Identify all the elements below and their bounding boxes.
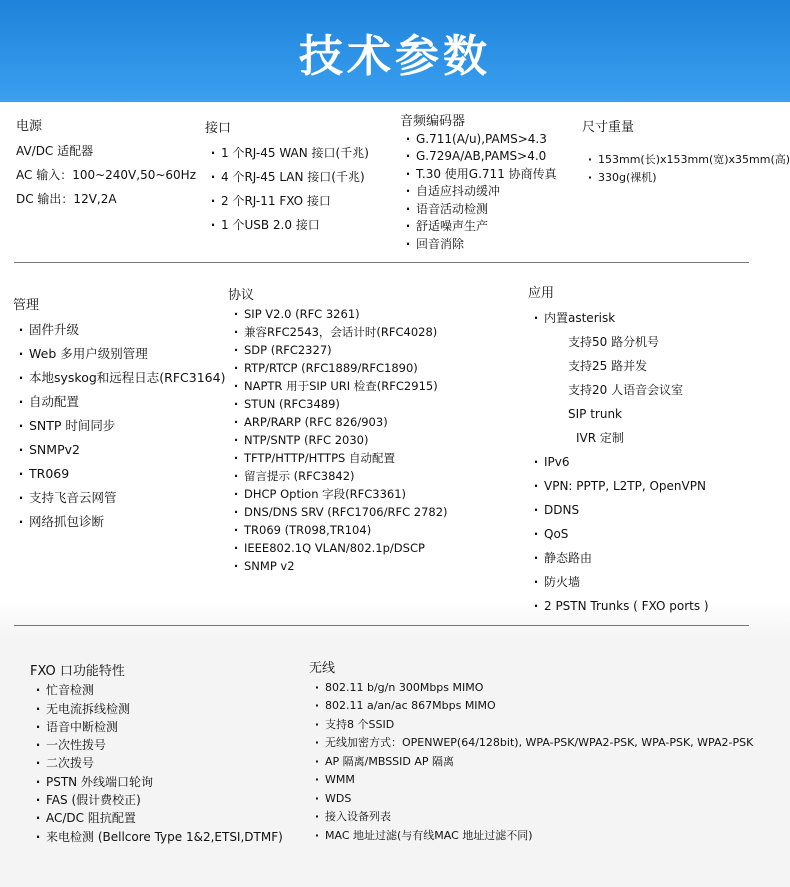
management-item: · SNMPv2 <box>13 438 225 462</box>
application-item: · 2 PSTN Trunks ( FXO ports ) <box>528 594 709 618</box>
management-item: · 支持飞音云网管 <box>13 486 225 510</box>
protocol-item: · NAPTR 用于SIP URI 检查(RFC2915) <box>228 377 448 395</box>
wireless-item: · MAC 地址过滤(与有线MAC 地址过滤不同) <box>309 827 753 846</box>
fxo-item: · 无电流拆线检测 <box>30 700 283 718</box>
management-item: · 固件升级 <box>13 318 225 342</box>
application-item: · 静态路由 <box>528 546 709 570</box>
codec-item: · 自适应抖动缓冲 <box>400 183 557 201</box>
management-item: · 网络抓包诊断 <box>13 510 225 534</box>
application-section <box>528 282 709 618</box>
power-title: 电源 <box>16 119 43 134</box>
interface-item: · 1 个USB 2.0 接口 <box>205 216 369 234</box>
codec-item: · G.711(A/u),PAMS>4.3 <box>400 131 557 149</box>
wireless-item: · 接入设备列表 <box>309 808 753 827</box>
power-line: DC 输出：12V,2A <box>16 192 117 206</box>
application-item: · 防火墙 <box>528 570 709 594</box>
application-item: · 内置asterisk <box>528 306 709 330</box>
size-section <box>582 119 790 187</box>
application-sub-item: 支持25 路并发 <box>568 359 648 373</box>
codec-section <box>400 113 557 253</box>
divider <box>14 262 749 263</box>
size-title: 尺寸重量 <box>582 120 635 135</box>
management-item: · SNTP 时间同步 <box>13 414 225 438</box>
protocol-item: · RTP/RTCP (RFC1889/RFC1890) <box>228 359 448 377</box>
header-banner <box>0 0 790 102</box>
size-item: · 330g(裸机) <box>582 169 790 187</box>
wireless-item: · WMM <box>309 771 753 790</box>
wireless-item: · 802.11 b/g/n 300Mbps MIMO <box>309 679 753 698</box>
protocol-item: · SIP V2.0 (RFC 3261) <box>228 305 448 323</box>
codec-item: · 语音活动检测 <box>400 201 557 219</box>
fxo-item: · 语音中断检测 <box>30 718 283 736</box>
application-sub-item: SIP trunk <box>568 407 623 421</box>
protocol-item: · 留言提示 (RFC3842) <box>228 467 448 485</box>
fxo-section <box>30 663 283 846</box>
codec-item: · G.729A/AB,PAMS>4.0 <box>400 148 557 166</box>
application-sub-item: IVR 定制 <box>576 431 624 445</box>
fxo-item: · 二次拨号 <box>30 754 283 772</box>
power-line: AC 输入：100~240V,50~60Hz <box>16 168 196 182</box>
interface-item: · 4 个RJ-45 LAN 接口(千兆) <box>205 168 369 186</box>
fxo-item: · 一次性拨号 <box>30 736 283 754</box>
management-section <box>13 294 225 534</box>
application-title: 应用 <box>528 286 555 301</box>
management-item: · 本地syskog和远程日志(RFC3164) <box>13 366 225 390</box>
protocol-title: 协议 <box>228 288 255 303</box>
codec-item: · T.30 使用G.711 协商传真 <box>400 166 557 184</box>
management-item: · Web 多用户级别管理 <box>13 342 225 366</box>
application-item: · IPv6 <box>528 450 709 474</box>
application-item: · DDNS <box>528 498 709 522</box>
protocol-item: · TFTP/HTTP/HTTPS 自动配置 <box>228 449 448 467</box>
protocol-item: · NTP/SNTP (RFC 2030) <box>228 431 448 449</box>
divider <box>14 625 749 626</box>
management-item: · 自动配置 <box>13 390 225 414</box>
wireless-section <box>309 660 753 845</box>
codec-item: · 回音消除 <box>400 236 557 254</box>
protocol-section <box>228 287 448 575</box>
protocol-item: · DNS/DNS SRV (RFC1706/RFC 2782) <box>228 503 448 521</box>
application-item: · VPN: PPTP, L2TP, OpenVPN <box>528 474 709 498</box>
size-item: · 153mm(长)x153mm(宽)x35mm(高) <box>582 151 790 169</box>
power-line: AV/DC 适配器 <box>16 144 94 158</box>
protocol-item: · STUN (RFC3489) <box>228 395 448 413</box>
power-section <box>16 118 196 208</box>
interface-section <box>205 120 369 234</box>
protocol-item: · ARP/RARP (RFC 826/903) <box>228 413 448 431</box>
codec-item: · 舒适噪声生产 <box>400 218 557 236</box>
fxo-item: · PSTN 外线端口轮询 <box>30 773 283 791</box>
wireless-title: 无线 <box>309 661 336 676</box>
management-title: 管理 <box>13 298 40 313</box>
page-title: 技术参数 <box>299 31 491 82</box>
interface-item: · 1 个RJ-45 WAN 接口(千兆) <box>205 144 369 162</box>
application-item: · QoS <box>528 522 709 546</box>
protocol-item: · 兼容RFC2543，会话计时(RFC4028) <box>228 323 448 341</box>
protocol-item: · SDP (RFC2327) <box>228 341 448 359</box>
fxo-item: · 忙音检测 <box>30 681 283 699</box>
fxo-title: FXO 口功能特性 <box>30 664 125 679</box>
protocol-item: · IEEE802.1Q VLAN/802.1p/DSCP <box>228 539 448 557</box>
codec-title: 音频编码器 <box>400 114 466 129</box>
wireless-item: · AP 隔离/MBSSID AP 隔离 <box>309 753 753 772</box>
fxo-item: · 来电检测 (Bellcore Type 1&2,ETSI,DTMF) <box>30 828 283 846</box>
protocol-item: · SNMP v2 <box>228 557 448 575</box>
management-item: · TR069 <box>13 462 225 486</box>
fxo-item: · FAS (假计费校正) <box>30 791 283 809</box>
fxo-item: · AC/DC 阻抗配置 <box>30 809 283 827</box>
protocol-item: · TR069 (TR098,TR104) <box>228 521 448 539</box>
application-sub-item: 支持50 路分机号 <box>568 335 660 349</box>
wireless-item: · 支持8 个SSID <box>309 716 753 735</box>
wireless-item: · WDS <box>309 790 753 809</box>
wireless-item: · 无线加密方式：OPENWEP(64/128bit), WPA-PSK/WPA2-PSK, WPA-PSK, WPA2-PSK <box>309 734 753 753</box>
interface-item: · 2 个RJ-11 FXO 接口 <box>205 192 369 210</box>
application-sub-item: 支持20 人语音会议室 <box>568 383 684 397</box>
wireless-item: · 802.11 a/an/ac 867Mbps MIMO <box>309 697 753 716</box>
protocol-item: · DHCP Option 字段(RFC3361) <box>228 485 448 503</box>
interface-title: 接口 <box>205 121 232 136</box>
